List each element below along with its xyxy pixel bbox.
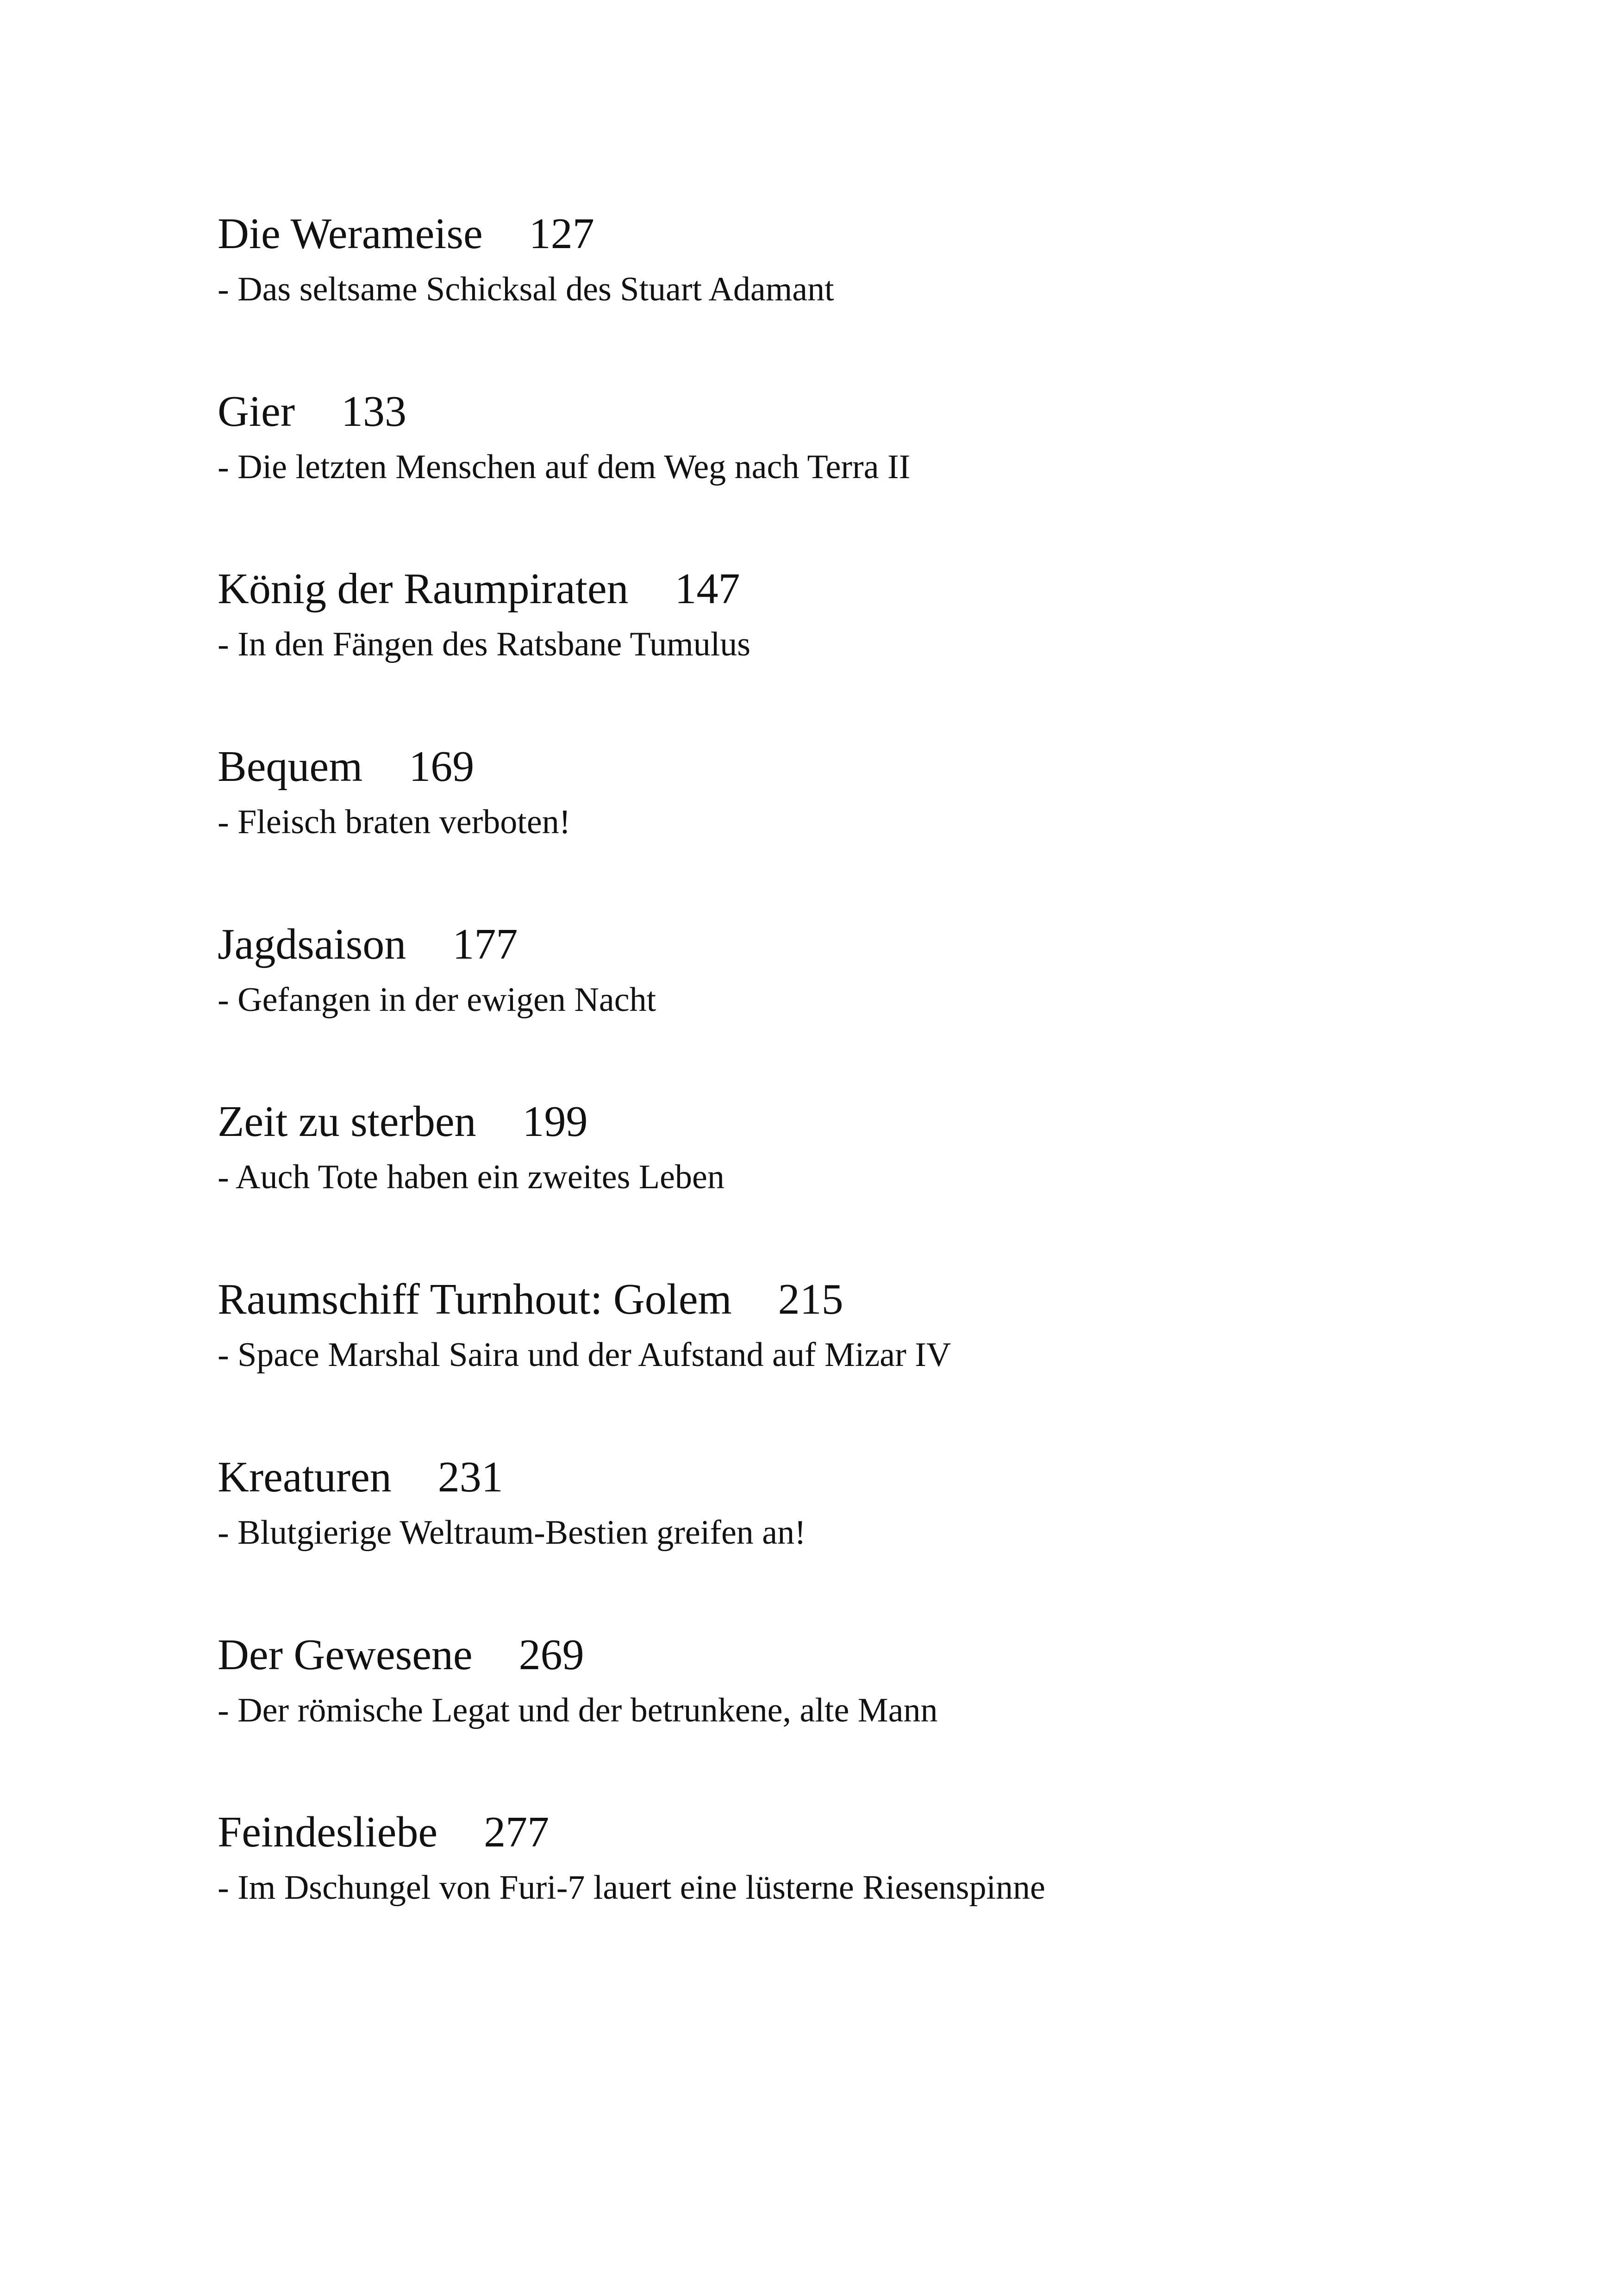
entry-page-number: 147 (675, 565, 740, 613)
entry-subtitle: - Space Marshal Saira und der Aufstand auf Mizar IV (218, 1336, 951, 1374)
entry-title: Zeit zu sterben (218, 1098, 476, 1146)
entry-title: Bequem (218, 742, 363, 791)
entry-page-number: 127 (529, 210, 594, 258)
entry-title-line (218, 742, 1514, 791)
entry-subtitle: - Der römische Legat und der betrunkene, alte Mann (218, 1691, 938, 1729)
toc-entry (218, 387, 1514, 568)
toc-entry (218, 1810, 1514, 1988)
entry-subtitle: - Gefangen in der ewigen Nacht (218, 980, 656, 1019)
toc-entry (218, 742, 1514, 923)
toc-entry (218, 1455, 1514, 1633)
entry-title-line (218, 1455, 1514, 1499)
entry-subtitle: - Im Dschungel von Furi-7 lauert eine lüsterne Riesenspinne (218, 1869, 1045, 1907)
toc-entry (218, 1275, 1514, 1455)
entry-page-number: 277 (484, 1808, 550, 1857)
entry-title-line (218, 1275, 1514, 1324)
entry-page-number: 133 (341, 387, 407, 436)
entry-title: Der Gewesene (218, 1630, 473, 1679)
toc-entry (218, 212, 1514, 390)
toc-entry (218, 1100, 1514, 1278)
entry-page-number: 231 (437, 1453, 503, 1501)
entry-page-number: 177 (452, 920, 518, 968)
entry-title: Feindesliebe (218, 1808, 438, 1857)
entry-title: Die Werameise (218, 210, 483, 258)
entry-subtitle: - Die letzten Menschen auf dem Weg nach Terra II (218, 448, 911, 486)
entry-title-line (218, 1630, 1514, 1679)
toc-entry (218, 920, 1514, 1100)
entry-title-line (218, 212, 1514, 256)
entry-title-line (218, 920, 1514, 968)
entry-subtitle: - Das seltsame Schicksal des Stuart Adamant (218, 270, 834, 308)
entry-title: Gier (218, 387, 295, 436)
entry-page-number: 199 (522, 1098, 588, 1146)
entry-subtitle: - Fleisch braten verboten! (218, 803, 571, 842)
entry-page-number: 269 (518, 1630, 584, 1679)
entry-title-line (218, 1808, 1514, 1857)
entry-title: Kreaturen (218, 1453, 392, 1501)
entry-title: Jagdsaison (218, 920, 406, 968)
entry-subtitle: - Auch Tote haben ein zweites Leben (218, 1158, 725, 1197)
table-of-contents (218, 212, 1514, 1988)
toc-entry (218, 567, 1514, 745)
entry-title-line (218, 1098, 1514, 1146)
toc-entry (218, 1630, 1514, 1811)
entry-title-line (218, 567, 1514, 611)
entry-title: Raumschiff Turnhout: Golem (218, 1275, 732, 1324)
entry-subtitle: - In den Fängen des Ratsbane Tumulus (218, 625, 751, 664)
entry-subtitle: - Blutgierige Weltraum-Bestien greifen an! (218, 1513, 806, 1552)
entry-title-line (218, 387, 1514, 436)
entry-title: König der Raumpiraten (218, 565, 629, 613)
entry-page-number: 215 (778, 1275, 843, 1324)
entry-page-number: 169 (409, 742, 475, 791)
